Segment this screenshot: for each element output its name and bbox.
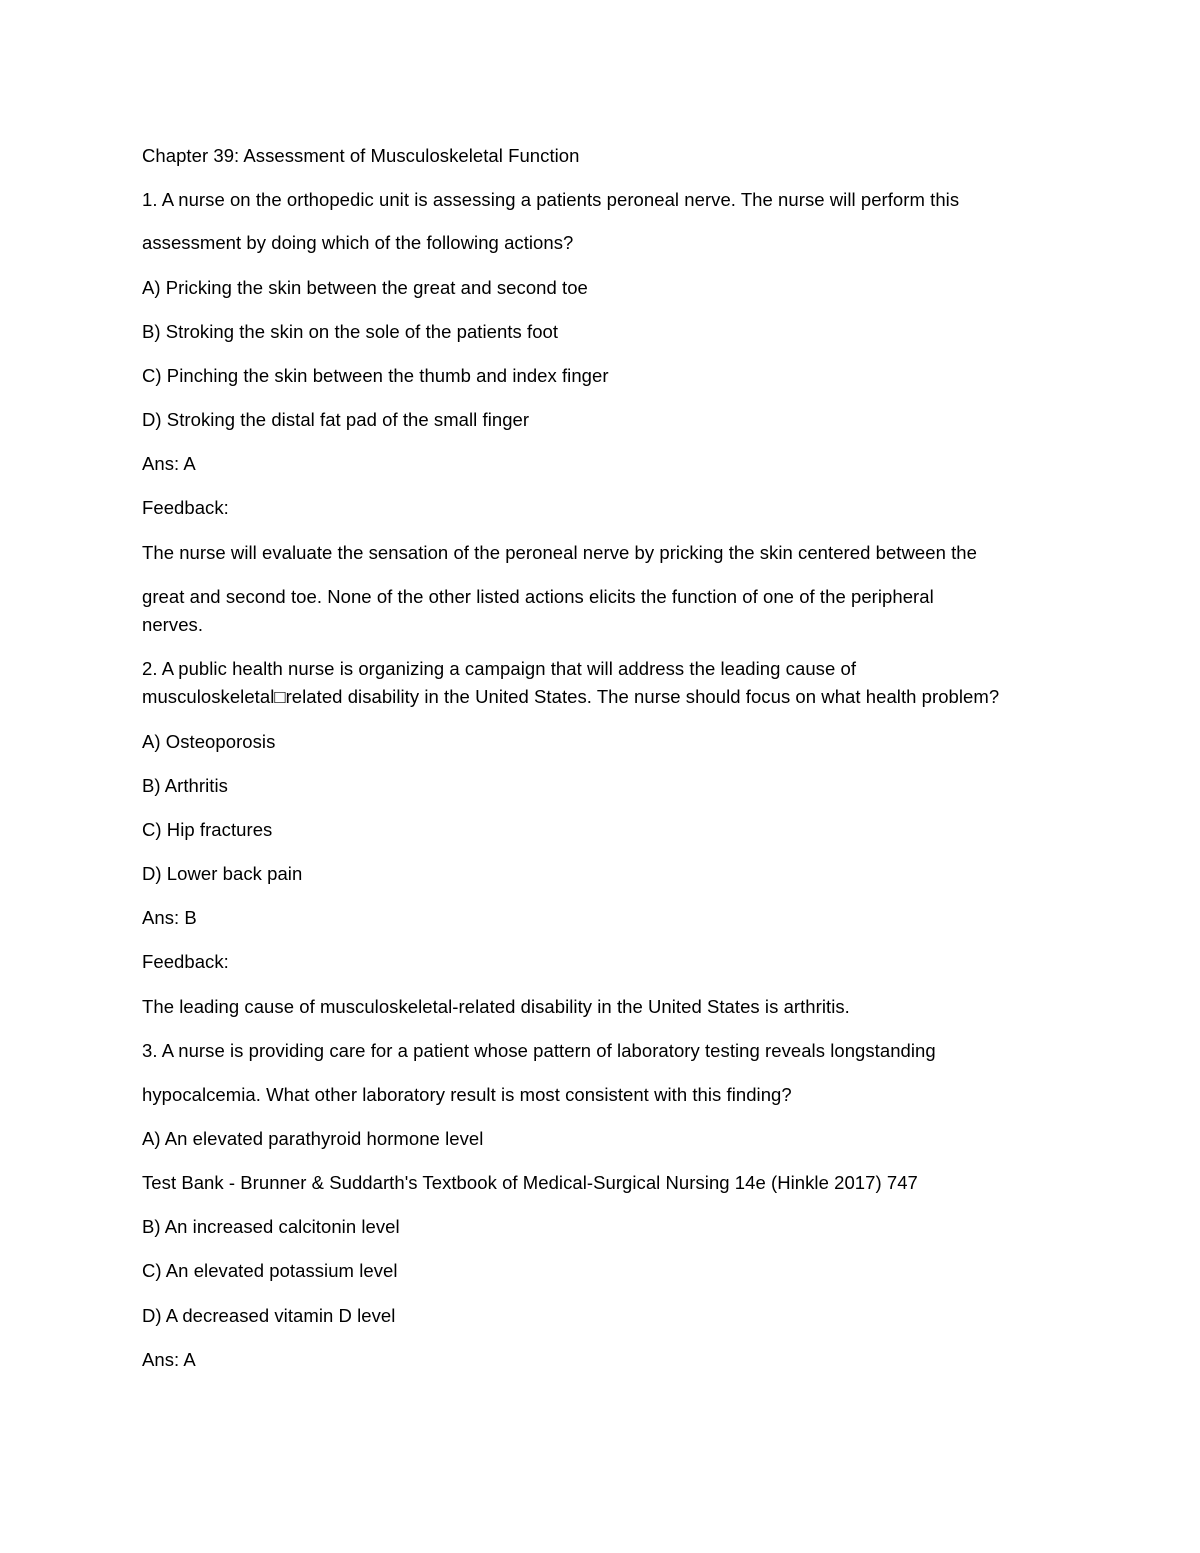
q3-stem-line-2: hypocalcemia. What other laboratory result is most consistent with this finding? xyxy=(142,1084,792,1105)
q1-option-d: D) Stroking the distal fat pad of the small finger xyxy=(142,409,530,430)
q2-answer: Ans: B xyxy=(142,907,197,928)
q1-answer: Ans: A xyxy=(142,453,196,474)
q1-stem-line-2: assessment by doing which of the following actions? xyxy=(142,232,574,253)
q2-option-a: A) Osteoporosis xyxy=(142,731,276,752)
q1-stem-line-1: 1. A nurse on the orthopedic unit is assessing a patients peroneal nerve. The nurse will perform this xyxy=(142,189,960,210)
q1-feedback-line-1: The nurse will evaluate the sensation of the peroneal nerve by pricking the skin centered between the xyxy=(142,542,977,563)
q3-answer: Ans: A xyxy=(142,1349,196,1370)
q2-option-b: B) Arthritis xyxy=(142,775,228,796)
running-footer: Test Bank - Brunner & Suddarth's Textbook of Medical-Surgical Nursing 14e (Hinkle 2017) 747 xyxy=(142,1172,918,1193)
q3-option-a: A) An elevated parathyroid hormone level xyxy=(142,1128,484,1149)
q2-option-d: D) Lower back pain xyxy=(142,863,303,884)
q2-feedback-label: Feedback: xyxy=(142,951,229,972)
q1-option-b: B) Stroking the skin on the sole of the patients foot xyxy=(142,321,559,342)
chapter-title: Chapter 39: Assessment of Musculoskeletal Function xyxy=(142,145,580,166)
q2-stem-line-2: musculoskeletal□related disability in the United States. The nurse should focus on what health problem? xyxy=(142,686,1000,707)
q1-feedback-label: Feedback: xyxy=(142,497,229,518)
q2-option-c: C) Hip fractures xyxy=(142,819,273,840)
q3-stem-line-1: 3. A nurse is providing care for a patient whose pattern of laboratory testing reveals longstanding xyxy=(142,1040,936,1061)
q1-option-c: C) Pinching the skin between the thumb and index finger xyxy=(142,365,609,386)
q3-option-b: B) An increased calcitonin level xyxy=(142,1216,400,1237)
q1-feedback-line-3: nerves. xyxy=(142,614,204,635)
q3-option-d: D) A decreased vitamin D level xyxy=(142,1305,396,1326)
q2-feedback-line-1: The leading cause of musculoskeletal-related disability in the United States is arthritis. xyxy=(142,996,850,1017)
q1-feedback-line-2: great and second toe. None of the other listed actions elicits the function of one of the peripheral xyxy=(142,586,934,607)
q1-option-a: A) Pricking the skin between the great and second toe xyxy=(142,277,588,298)
q2-stem-line-1: 2. A public health nurse is organizing a campaign that will address the leading cause of xyxy=(142,658,857,679)
q3-option-c: C) An elevated potassium level xyxy=(142,1260,398,1281)
